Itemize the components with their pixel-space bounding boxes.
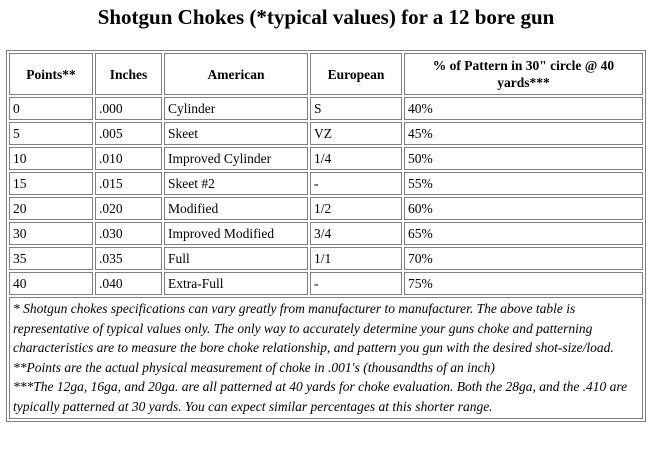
cell-points: 5 — [9, 122, 93, 145]
notes-row — [9, 297, 643, 419]
cell-american: Skeet #2 — [164, 172, 308, 195]
header-points: Points** — [9, 53, 93, 95]
cell-points: 0 — [9, 97, 93, 120]
cell-inches: .005 — [95, 122, 162, 145]
cell-european: 1/4 — [310, 147, 402, 170]
page-title: Shotgun Chokes (*typical values) for a 12 bore gun — [97, 5, 555, 29]
note-specifications: * Shotgun chokes specifications can vary greatly from manufacturer to manufacturer. The above table is representative of typical values only. The only way to accurately determine your guns choke and patterning characteristics are to measure the bore choke relationship, and pattern you gun with the desired shot-size/load. — [13, 301, 614, 355]
cell-points: 15 — [9, 172, 93, 195]
cell-american: Improved Modified — [164, 222, 308, 245]
cell-points: 30 — [9, 222, 93, 245]
cell-inches: .040 — [95, 272, 162, 295]
header-row — [9, 53, 643, 95]
cell-european: 1/2 — [310, 197, 402, 220]
cell-european: - — [310, 172, 402, 195]
cell-european: S — [310, 97, 402, 120]
table-row — [9, 172, 643, 195]
cell-pattern: 60% — [404, 197, 643, 220]
cell-european: 3/4 — [310, 222, 402, 245]
cell-american: Full — [164, 247, 308, 270]
cell-american: Extra-Full — [164, 272, 308, 295]
cell-pattern: 40% — [404, 97, 643, 120]
cell-pattern: 45% — [404, 122, 643, 145]
header-pattern-percent: % of Pattern in 30" circle @ 40 yards*** — [404, 53, 643, 95]
cell-pattern: 50% — [404, 147, 643, 170]
cell-pattern: 65% — [404, 222, 643, 245]
cell-points: 20 — [9, 197, 93, 220]
cell-european: VZ — [310, 122, 402, 145]
cell-pattern: 55% — [404, 172, 643, 195]
table-row — [9, 272, 643, 295]
cell-inches: .035 — [95, 247, 162, 270]
cell-american: Improved Cylinder — [164, 147, 308, 170]
table-row — [9, 197, 643, 220]
cell-american: Skeet — [164, 122, 308, 145]
cell-inches: .010 — [95, 147, 162, 170]
table-row — [9, 122, 643, 145]
header-european: European — [310, 53, 402, 95]
cell-american: Cylinder — [164, 97, 308, 120]
cell-inches: .030 — [95, 222, 162, 245]
table-notes — [9, 297, 643, 419]
cell-pattern: 75% — [404, 272, 643, 295]
cell-pattern: 70% — [404, 247, 643, 270]
table-row — [9, 97, 643, 120]
header-inches: Inches — [95, 53, 162, 95]
cell-inches: .015 — [95, 172, 162, 195]
cell-inches: .000 — [95, 97, 162, 120]
table-row — [9, 222, 643, 245]
cell-points: 40 — [9, 272, 93, 295]
table-row — [9, 247, 643, 270]
cell-european: - — [310, 272, 402, 295]
cell-points: 10 — [9, 147, 93, 170]
header-american: American — [164, 53, 308, 95]
note-patterning-distance: ***The 12ga, 16ga, and 20ga. are all patterned at 40 yards for choke evaluation. Both the 28ga, and the .410 are typically patterned at 30 yards. You can expect similar percentages at this shorter range. — [13, 379, 628, 414]
table-row — [9, 147, 643, 170]
cell-european: 1/1 — [310, 247, 402, 270]
note-points-definition: **Points are the actual physical measurement of choke in .001's (thousandths of an inch) — [13, 359, 495, 375]
cell-points: 35 — [9, 247, 93, 270]
cell-inches: .020 — [95, 197, 162, 220]
choke-table — [6, 50, 646, 422]
cell-american: Modified — [164, 197, 308, 220]
